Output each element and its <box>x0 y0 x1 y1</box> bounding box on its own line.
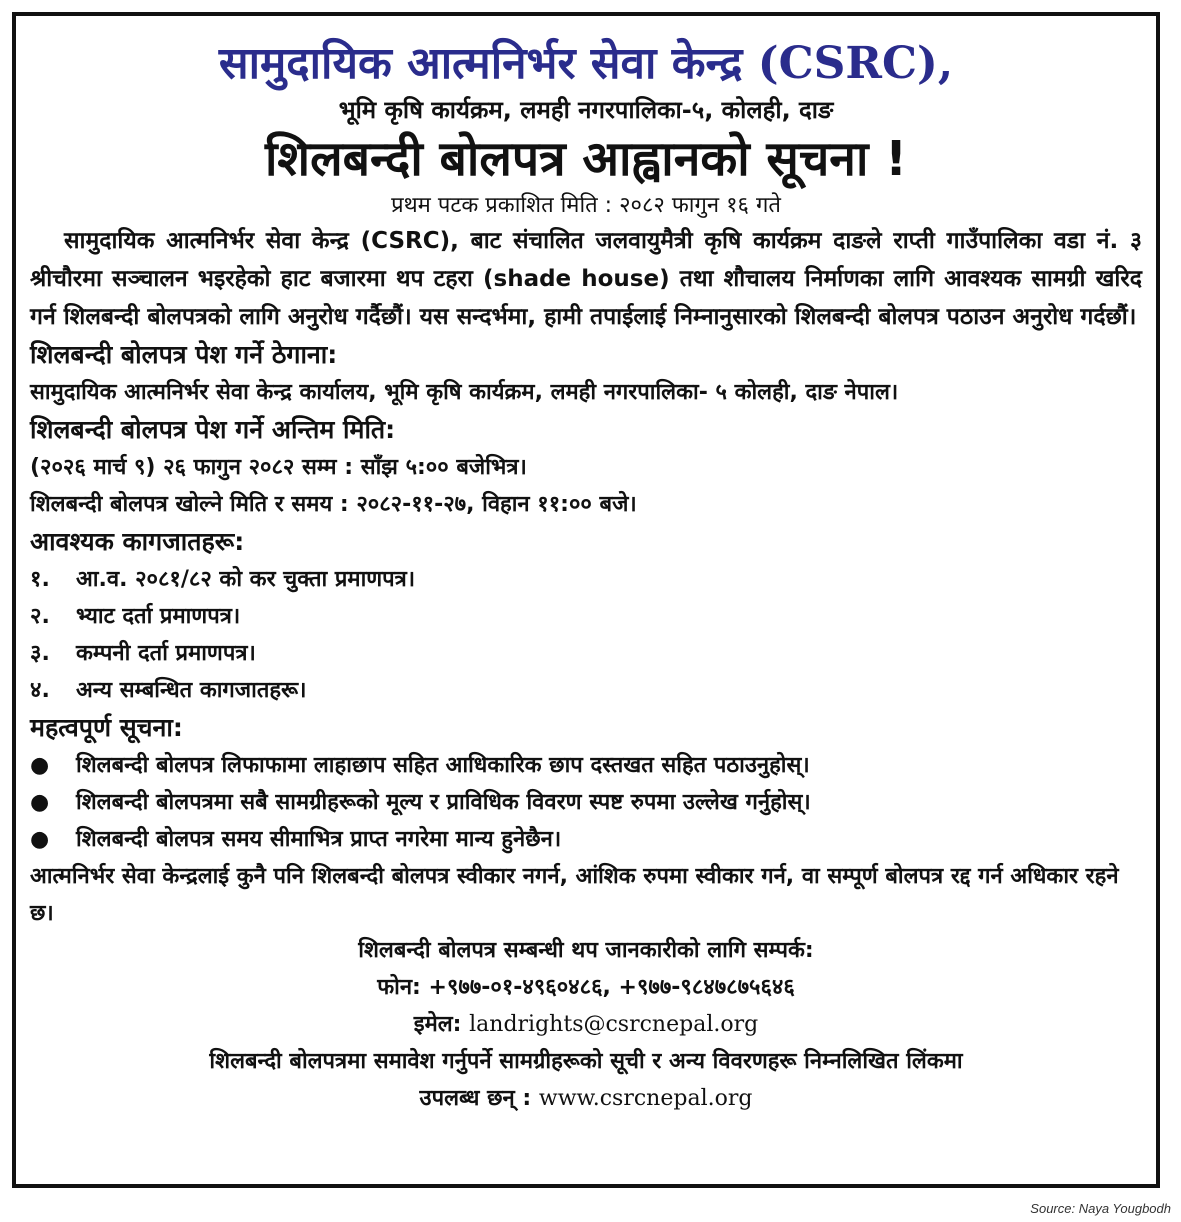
note-text: शिलबन्दी बोलपत्रमा सबै सामग्रीहरूको मूल्य र प्राविधिक विवरण स्पष्ट रुपमा उल्लेख गर्नुहोस्। <box>76 790 811 815</box>
phone-numbers: +९७७-०१-४९६०४८६, +९७७-९८४७८७५६४६ <box>428 975 795 1000</box>
list-item <box>30 598 1142 635</box>
notice-frame <box>12 12 1160 1188</box>
item-text: अन्य सम्बन्धित कागजातहरू। <box>76 678 307 703</box>
phone-label: फोन: <box>377 975 421 1000</box>
item-text: भ्याट दर्ता प्रमाणपत्र। <box>76 604 241 629</box>
notice-title: शिलबन्दी बोलपत्र आह्वानको सूचना ! <box>265 131 907 187</box>
bullet-icon: ● <box>30 827 50 852</box>
list-item <box>30 672 1142 709</box>
note-item <box>30 747 1142 784</box>
contact-email <box>30 1006 1142 1043</box>
address-text: सामुदायिक आत्मनिर्भर सेवा केन्द्र कार्यालय, भूमि कृषि कार्यक्रम, लमही नगरपालिका- ५ कोलही, दाङ नेपाल। <box>30 380 899 405</box>
published-date: प्रथम पटक प्रकाशित मिति : २०८२ फागुन १६ गते <box>391 193 781 218</box>
list-item <box>30 561 1142 598</box>
deadline-text: (२०२६ मार्च ९) २६ फागुन २०८२ सम्म : साँझ ५:०० बजेभित्र। <box>30 455 527 480</box>
website-link[interactable]: www.csrcnepal.org <box>538 1086 753 1111</box>
link-label: उपलब्ध छन् : <box>419 1086 532 1111</box>
source-credit: Source: Naya Yougbodh <box>1030 1201 1171 1216</box>
contact-phone <box>30 969 1142 1006</box>
bullet-icon: ● <box>30 790 50 815</box>
item-number: ३. <box>30 641 50 666</box>
deadline-heading: शिलबन्दी बोलपत्र पेश गर्ने अन्तिम मिति: <box>30 415 396 444</box>
item-text: कम्पनी दर्ता प्रमाणपत्र। <box>76 641 256 666</box>
documents-heading: आवश्यक कागजातहरू: <box>30 527 245 556</box>
rights-text: आत्मनिर्भर सेवा केन्द्रलाई कुनै पनि शिलबन्दी बोलपत्र स्वीकार नगर्न, आंशिक रुपमा स्वीकार गर्न, वा सम्पूर्ण बोलपत्र रद्द गर्न अधिकार रहने छ। <box>30 864 1119 926</box>
item-text: आ.व. २०८१/८२ को कर चुक्ता प्रमाणपत्र। <box>76 567 416 592</box>
email-link[interactable]: landrights@csrcnepal.org <box>469 1012 759 1037</box>
contact-heading: शिलबन्दी बोलपत्र सम्बन्धी थप जानकारीको लागि सम्पर्क: <box>358 938 814 963</box>
website-line <box>30 1080 1142 1117</box>
intro-paragraph: सामुदायिक आत्मनिर्भर सेवा केन्द्र (CSRC), बाट संचालित जलवायुमैत्री कृषि कार्यक्रम दाङले राप्ती गाउँपालिका वडा नं. ३ श्रीचौरमा सञ्चालन भइरहेको हाट बजारमा थप टहरा (shade house) तथा शौचालय निर्माणका लागि आवश्यक सामग्री खरिद गर्न शिलबन्दी बोलपत्रको लागि अनुरोध गर्दैछौं। यस सन्दर्भमा, हामी तपाईलाई निम्नानुसारको शिलबन्दी बोलपत्र पठाउन अनुरोध गर्दछौं। <box>30 228 1142 330</box>
opening-text: शिलबन्दी बोलपत्र खोल्ने मिति र समय : २०८२-११-२७, विहान ११:०० बजे। <box>30 492 637 517</box>
address-heading: शिलबन्दी बोलपत्र पेश गर्ने ठेगाना: <box>30 340 338 369</box>
item-number: ४. <box>30 678 50 703</box>
email-label: इमेल: <box>413 1012 462 1037</box>
note-item <box>30 821 1142 858</box>
list-item <box>30 635 1142 672</box>
item-number: २. <box>30 604 50 629</box>
org-name-np: सामुदायिक आत्मनिर्भर सेवा केन्द्र <box>218 38 743 89</box>
bullet-icon: ● <box>30 753 50 778</box>
link-text: शिलबन्दी बोलपत्रमा समावेश गर्नुपर्ने सामग्रीहरूको सूची र अन्य विवरणहरू निम्नलिखित लिंकमा <box>209 1049 963 1074</box>
org-abbr: (CSRC), <box>757 38 954 89</box>
note-text: शिलबन्दी बोलपत्र समय सीमाभित्र प्राप्त नगरेमा मान्य हुनेछैन। <box>76 827 562 852</box>
notes-heading: महत्वपूर्ण सूचना: <box>30 713 183 742</box>
note-text: शिलबन्दी बोलपत्र लिफाफामा लाहाछाप सहित आधिकारिक छाप दस्तखत सहित पठाउनुहोस्। <box>76 753 810 778</box>
org-name <box>30 36 1142 92</box>
subtitle: भूमि कृषि कार्यक्रम, लमही नगरपालिका-५, कोलही, दाङ <box>338 96 834 124</box>
note-item <box>30 784 1142 821</box>
item-number: १. <box>30 567 50 592</box>
